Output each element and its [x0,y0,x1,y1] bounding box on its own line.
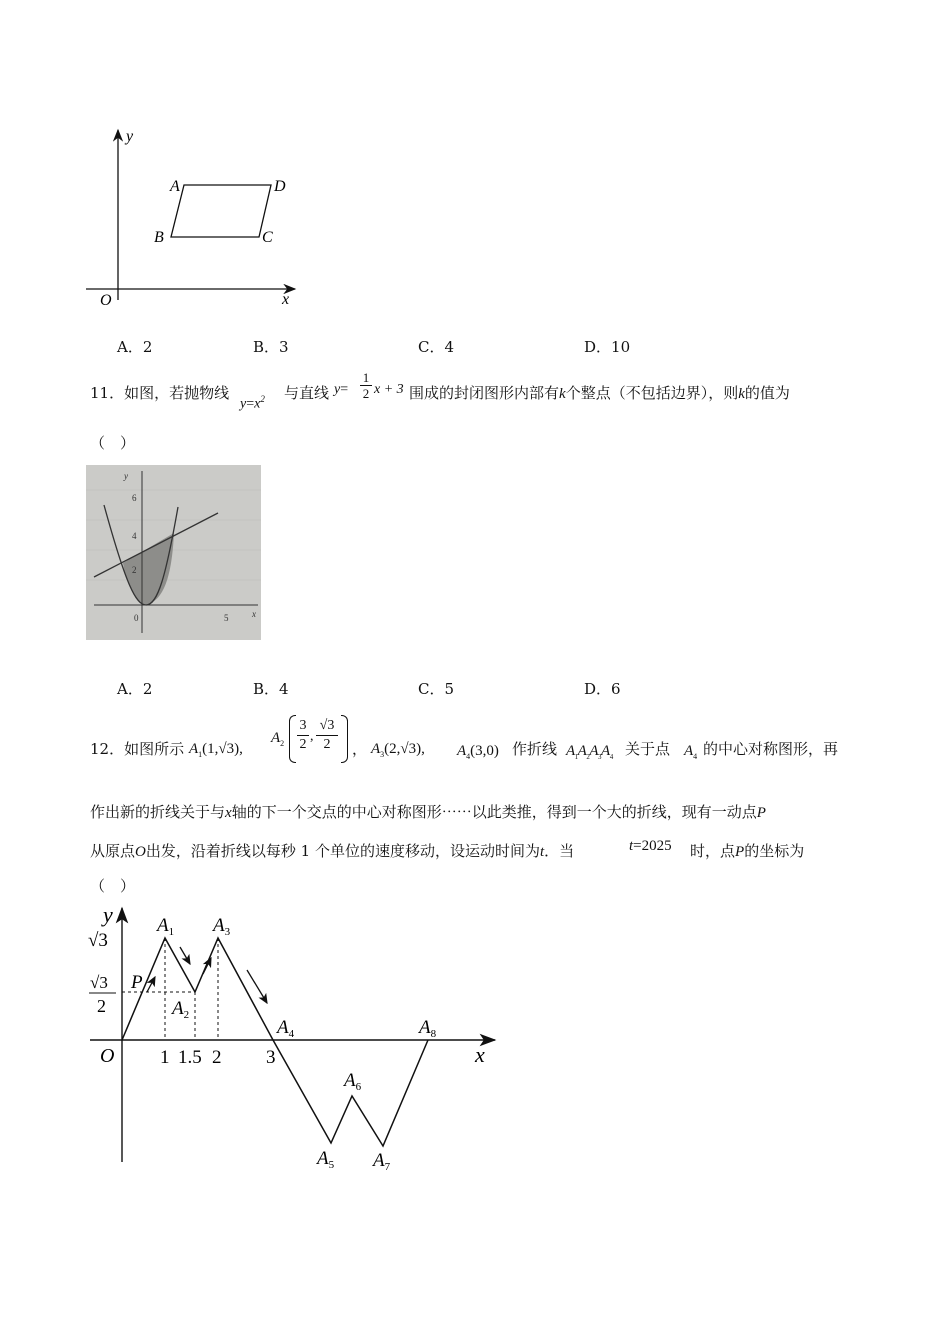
q11-line-eq: = [340,382,349,397]
q11-t3: 围成的封闭图形内部有 [409,384,560,402]
label-c: C [262,229,273,246]
q11-expr-eq: = [246,396,255,412]
q12-poly-a1: A [566,743,575,759]
fig12-tick-1: 1 [160,1047,170,1068]
q11-photo-figure [86,465,261,640]
q12-a3-letter: A [371,741,381,757]
motion-arrow-3 [203,958,211,974]
q12-t-equals [629,836,672,856]
q12-a4ref-sub: 4 [693,752,698,761]
fig12-a6-letter: A [344,1070,356,1091]
photo-tick-5: 5 [224,613,229,623]
q12-a1-sub: 1 [198,750,203,759]
fig12-tick-3: 3 [266,1047,276,1068]
q12-line3-b [690,841,804,862]
photo-label-x: x [252,609,256,619]
q12-poly-a2: A [577,743,587,759]
q12-poly-a4: A [601,743,610,759]
fig12-a3-num: 3 [224,926,231,938]
fig12-a1-num: 1 [168,926,175,938]
q12-poly-s4: 4 [609,753,613,761]
q11-photo-svg [86,465,261,640]
q12-a4-coords: (3,0) [470,743,499,759]
q12-text2: 作折线 [512,740,558,758]
q12-a2-sub: 2 [280,739,285,748]
parallelogram-figure [80,125,310,310]
q12-point-a4 [457,741,499,767]
q12-a3-coords: (2,√3), [384,741,425,757]
label-b: B [154,229,164,246]
label-x: x [282,291,290,308]
q12-point-a2-letter [271,728,284,754]
q12-text4: 的中心对称图形，再 [703,740,839,758]
q12-t-var: t [539,844,545,860]
q11-option-b[interactable]: B．4 [253,680,289,698]
fig12-label-a8 [417,1017,437,1040]
fig12-label-a1 [155,915,174,938]
q12-line2b: 轴的下一个交点的中心对称图形⋯⋯以此类推，得到一个大的折线，现有一动点 [231,803,757,821]
q12-point-a2-coords [289,713,353,765]
q12-a2-frac1-den: 2 [299,737,307,752]
q12-a2-frac2-den: 2 [323,737,331,752]
q12-p-var: P [756,805,766,821]
q12-a4ref-letter: A [684,743,694,759]
q11-fraction [360,370,372,401]
label-y: y [126,128,134,145]
q11-expr-x: x [254,396,261,412]
q11-text2: 与直线 [284,384,330,402]
fig12-sqrt3-num: √3 [90,973,108,992]
q11-k2: k [738,386,745,402]
q12-line3d: 时，点 [690,842,736,860]
q12-polyline-label [566,741,613,767]
fig12-a3-letter: A [213,915,225,936]
fig12-tick-2: 2 [212,1047,222,1068]
fig12-a4-letter: A [277,1017,289,1038]
q11-line-expr-y [334,380,348,400]
option-b[interactable]: B．3 [253,338,289,356]
fig12-tick-1-5: 1.5 [178,1047,202,1068]
q12-a3-sub: 3 [380,750,385,759]
q12-eq2025: =2025 [633,838,672,854]
q12-a1-coords: (1,√3), [202,741,243,757]
fig12-a1-letter: A [157,915,169,936]
zigzag-polyline [122,938,428,1146]
polyline-figure [85,900,505,1180]
option-a[interactable]: A．2 [117,338,153,356]
fig12-a8-num: 8 [430,1028,437,1040]
fig12-label-a3 [211,915,231,938]
q12-line3-a [90,841,574,862]
q12-line3b: 出发，沿着折线以每秒 1 个单位的速度移动，设运动时间为 [145,842,540,860]
q12-line1-start [90,739,184,759]
option-d[interactable]: D．10 [584,338,631,356]
parallelogram-abcd [171,185,271,237]
photo-tick-2: 2 [132,565,137,575]
q11-number: 11． [90,384,125,402]
q12-poly-a3: A [589,743,599,759]
q12-line2a: 作出新的折线关于与 [90,803,226,821]
q12-poly-s1: 1 [574,753,578,761]
q12-a2-letter: A [271,730,281,746]
fig12-a6-num: 6 [355,1081,362,1093]
fig12-a7-num: 7 [384,1161,391,1173]
q12-a2-frac2 [316,717,338,754]
q11-line-rest: x + 3 [374,382,404,397]
fig12-label-x: x [475,1042,485,1067]
photo-tick-6: 6 [132,493,137,503]
q12-line3a: 从原点 [90,842,136,860]
q11-option-a[interactable]: A．2 [117,680,153,698]
q11-t4: 个整点（不包括边界），则 [565,384,739,402]
q12-a2-frac1 [297,717,309,754]
q12-a1-letter: A [189,741,199,757]
q12-a2-frac1-num: 3 [297,717,309,736]
q12-a2-frac2-num: √3 [316,717,338,736]
photo-tick-0: 0 [134,613,139,623]
q11-frac-den: 2 [362,386,370,401]
q12-a2-lparen [289,715,296,763]
q11-option-c[interactable]: C．5 [418,680,455,698]
q12-point-a1 [189,739,243,765]
q12-a2-rparen [341,715,348,763]
q11-k1: k [559,386,566,402]
motion-arrow-2 [180,947,190,964]
q12-number: 12． [90,740,125,758]
q11-expr-y: y [240,396,247,412]
q12-point-a4-ref [684,741,697,767]
option-c[interactable]: C．4 [418,338,455,356]
fig12-sqrt3: √3 [88,930,108,951]
fig12-a2-num: 2 [183,1009,190,1021]
photo-tick-4: 4 [132,531,137,541]
q12-t-var2: t [629,838,634,854]
fig12-a7-letter: A [373,1150,385,1171]
q11-parabola-expr [240,389,265,415]
q12-line3e: 的坐标为 [744,842,805,860]
fig12-label-a4 [275,1017,295,1040]
q11-line-y: y [334,382,341,397]
q12-p-var2: P [735,844,745,860]
q12-line2 [90,802,766,823]
label-a: A [170,178,180,195]
q12-poly-s2: 2 [586,753,590,761]
fig12-a4-num: 4 [288,1028,295,1040]
label-d: D [274,178,286,195]
fig12-frac-den: 2 [97,996,106,1016]
fig12-label-a2 [170,998,189,1021]
q12-answer-paren: （ ） [90,877,136,895]
q12-o-var: O [135,844,146,860]
q12-a2-comma: , [310,729,314,744]
fig12-a8-letter: A [419,1017,431,1038]
fig12-label-p: P [131,972,143,993]
q12-text3: 关于点 [625,740,671,758]
photo-label-y: y [124,471,128,481]
q11-expr-sup: 2 [260,394,265,404]
fig12-label-a5 [315,1148,335,1171]
q12-comma-after-a2: ， [352,740,368,758]
fig12-a5-letter: A [317,1148,329,1169]
q11-line1 [90,383,229,403]
fig12-label-y: y [103,902,113,927]
fig12-a5-num: 5 [328,1159,335,1171]
q11-text3 [409,383,790,404]
q12-poly-s3: 3 [598,753,602,761]
q11-t5: 的值为 [744,384,790,402]
fig12-label-a7 [371,1150,391,1173]
q12-a4-sub: 4 [466,752,471,761]
q12-a4-letter: A [457,743,467,759]
fig12-label-a6 [342,1070,362,1093]
q12-line3c: ．当 [544,842,575,860]
fig12-a2-letter: A [172,998,184,1019]
fig12-label-o: O [100,1045,115,1067]
q11-text1: 如图，若抛物线 [124,384,230,402]
q12-x-var: x [225,805,232,821]
q12-text1: 如图所示 [124,740,185,758]
label-o: O [100,292,112,309]
q11-option-d[interactable]: D．6 [584,680,621,698]
q11-frac-num: 1 [360,370,372,386]
q11-answer-paren: （ ） [90,434,136,452]
q12-point-a3 [371,739,425,765]
